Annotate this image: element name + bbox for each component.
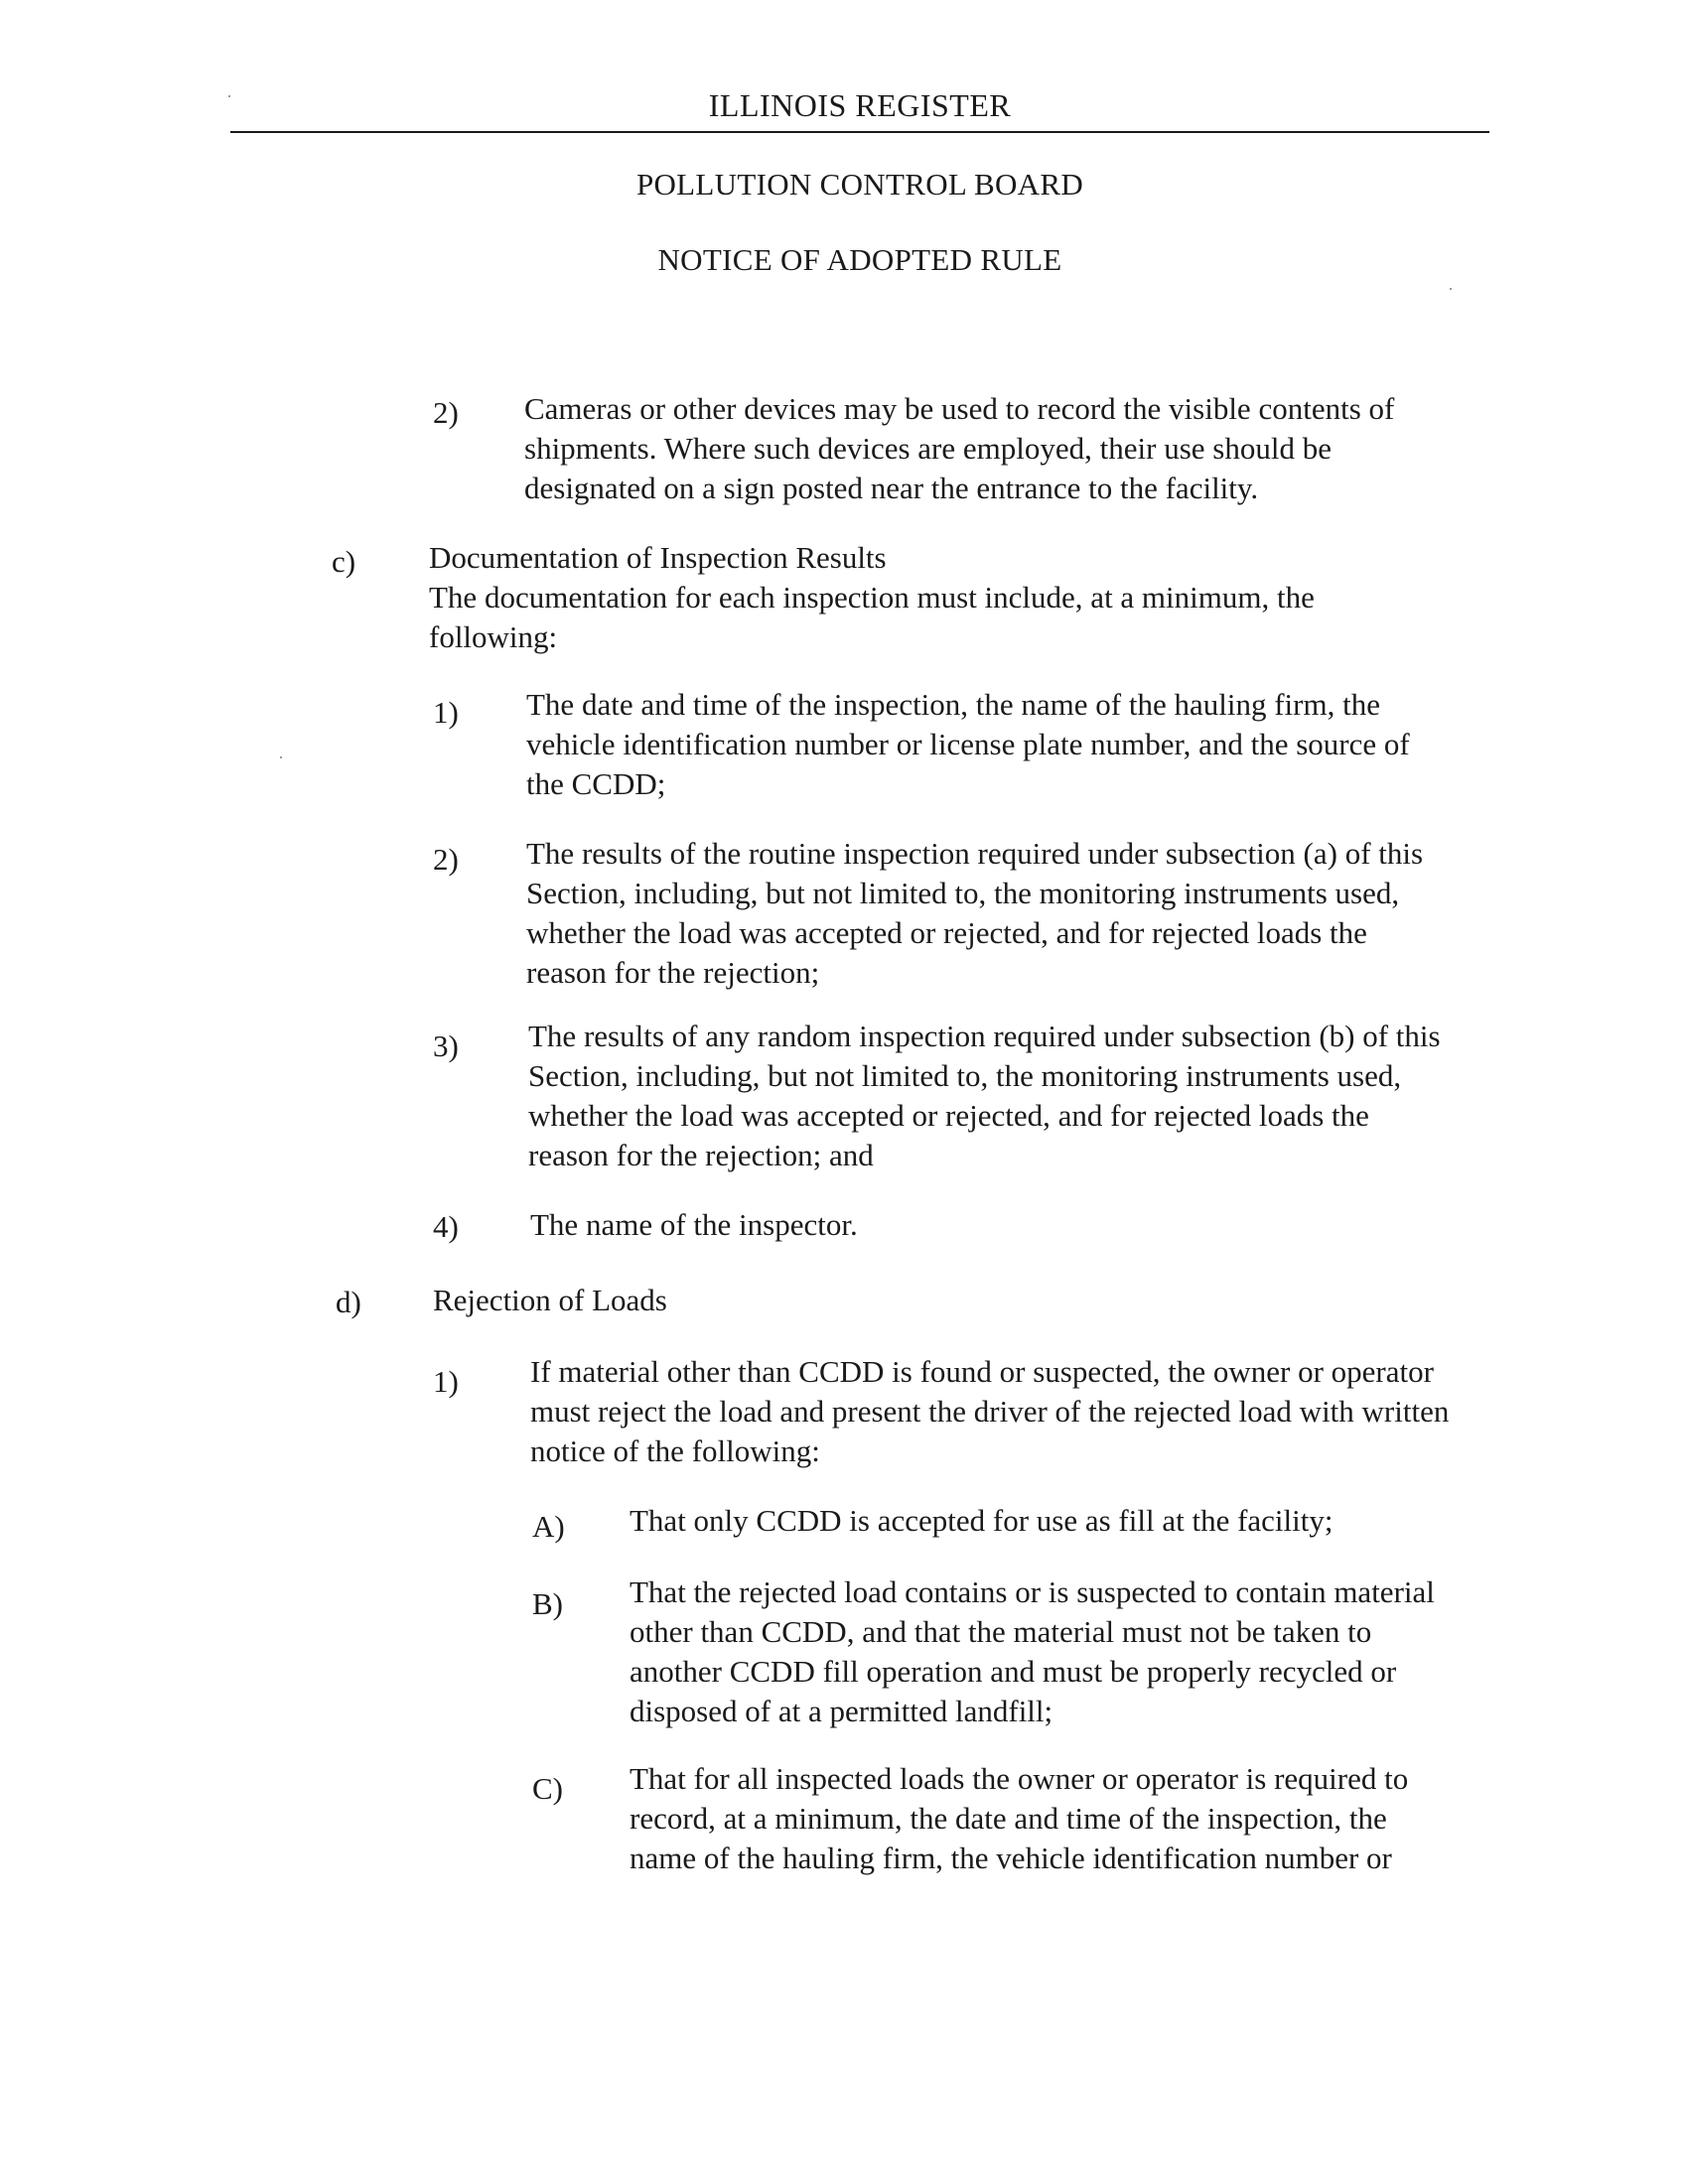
paragraph-d1c	[630, 1759, 1408, 1878]
paragraph-b2	[524, 389, 1394, 508]
text-line: That only CCDD is accepted for use as fill at the facility;	[630, 1503, 1333, 1538]
text-line: record, at a minimum, the date and time of the inspection, the	[630, 1801, 1387, 1836]
subsection-label: c)	[332, 544, 356, 579]
scan-speck	[1450, 288, 1452, 290]
paragraph-c2	[526, 834, 1423, 993]
item-label: 1)	[433, 1364, 459, 1399]
paragraph-c3	[528, 1017, 1441, 1175]
text-line: vehicle identification number or license plate number, and the source of	[526, 727, 1410, 761]
subsection-d	[433, 1281, 667, 1320]
header-rule	[230, 131, 1489, 133]
paragraph-d1	[530, 1352, 1449, 1471]
text-line: If material other than CCDD is found or suspected, the owner or operator	[530, 1354, 1434, 1389]
notice-title: NOTICE OF ADOPTED RULE	[657, 242, 1062, 277]
item-label: 3)	[433, 1028, 459, 1063]
text-line: That for all inspected loads the owner or operator is required to	[630, 1761, 1409, 1796]
item-label: 1)	[433, 695, 459, 730]
text-line: name of the hauling firm, the vehicle identification number or	[630, 1841, 1392, 1875]
scan-speck	[280, 756, 282, 758]
text-line: Section, including, but not limited to, the monitoring instruments used,	[526, 876, 1400, 910]
text-line: reason for the rejection;	[526, 955, 820, 990]
subsection-heading: Rejection of Loads	[433, 1283, 667, 1317]
item-label: 2)	[433, 395, 459, 430]
item-label: 2)	[433, 842, 459, 877]
text-line: Cameras or other devices may be used to record the visible contents of	[524, 391, 1395, 426]
paragraph-c1	[526, 685, 1410, 804]
paragraph-d1b	[630, 1572, 1435, 1731]
paragraph-c4	[530, 1205, 858, 1245]
text-line: whether the load was accepted or rejected, and for rejected loads the	[526, 915, 1367, 950]
item-label: A)	[532, 1509, 565, 1544]
text-line: other than CCDD, and that the material must not be taken to	[630, 1614, 1372, 1649]
subsection-label: d)	[336, 1285, 361, 1319]
text-line: The documentation for each inspection must include, at a minimum, the	[429, 580, 1315, 614]
text-line: following:	[429, 619, 558, 654]
text-line: designated on a sign posted near the entrance to the facility.	[524, 471, 1259, 505]
text-line: shipments. Where such devices are employed, their use should be	[524, 431, 1332, 466]
item-label: C)	[532, 1771, 563, 1806]
text-line: must reject the load and present the driver of the rejected load with written	[530, 1394, 1450, 1429]
item-label: 4)	[433, 1209, 459, 1244]
agency-title: POLLUTION CONTROL BOARD	[635, 167, 1084, 202]
subsection-c	[429, 538, 1315, 657]
text-line: The name of the inspector.	[530, 1207, 858, 1242]
subsection-heading: Documentation of Inspection Results	[429, 540, 887, 575]
text-line: That the rejected load contains or is suspected to contain material	[630, 1574, 1435, 1609]
running-header: ILLINOIS REGISTER	[708, 87, 1012, 123]
text-line: whether the load was accepted or rejected, and for rejected loads the	[528, 1098, 1369, 1133]
text-line: reason for the rejection; and	[528, 1138, 874, 1172]
text-line: The results of any random inspection required under subsection (b) of this	[528, 1019, 1441, 1053]
item-label: B)	[532, 1586, 563, 1621]
text-line: The results of the routine inspection required under subsection (a) of this	[526, 836, 1424, 871]
text-line: disposed of at a permitted landfill;	[630, 1694, 1053, 1728]
text-line: Section, including, but not limited to, the monitoring instruments used,	[528, 1058, 1402, 1093]
paragraph-d1a	[630, 1501, 1333, 1541]
text-line: the CCDD;	[526, 766, 666, 801]
text-line: another CCDD fill operation and must be properly recycled or	[630, 1654, 1397, 1689]
text-line: The date and time of the inspection, the name of the hauling firm, the	[526, 687, 1380, 722]
text-line: notice of the following:	[530, 1433, 820, 1468]
